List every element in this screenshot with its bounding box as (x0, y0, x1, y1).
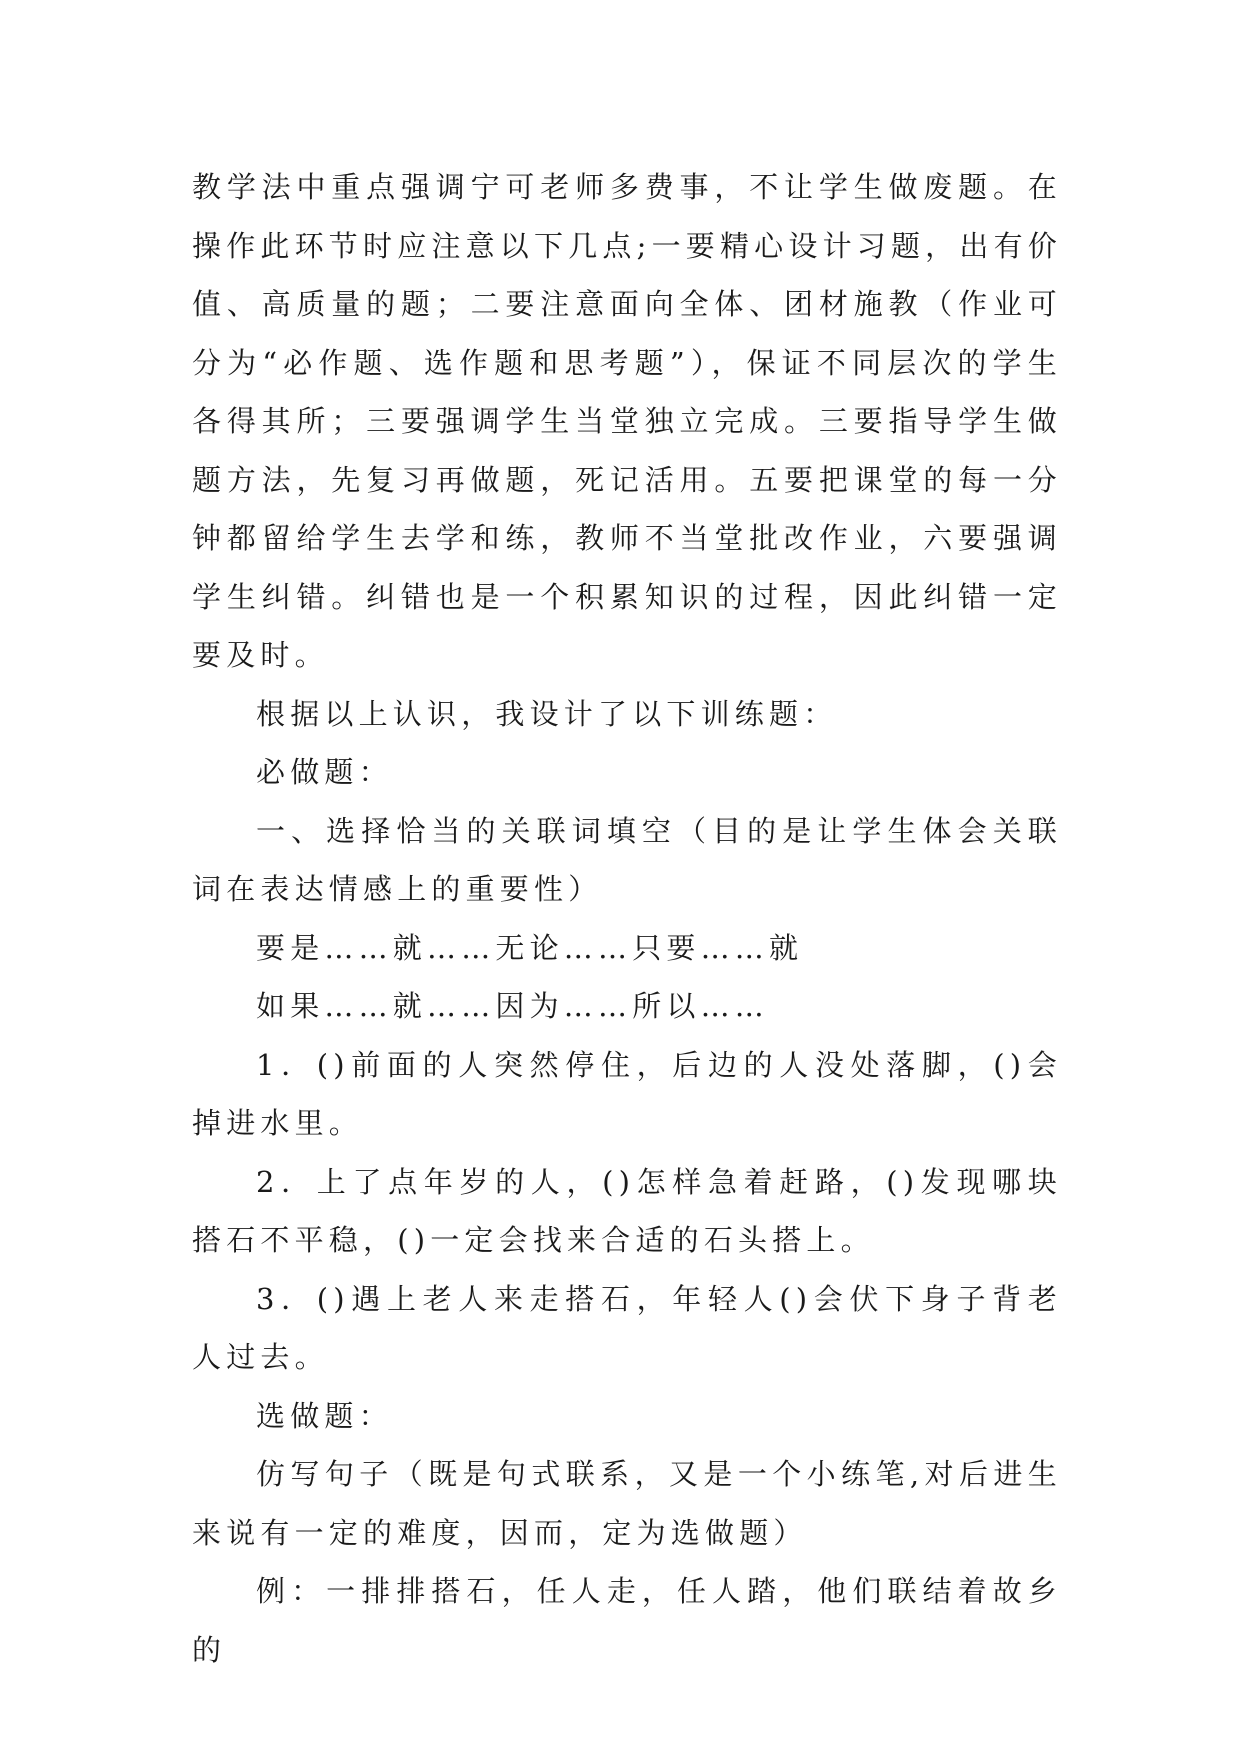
exercise-item-3: 3．()遇上老人来走搭石，年轻人()会伏下身子背老人过去。 (192, 1281, 1062, 1374)
imitation-writing-instruction: 仿写句子（既是句式联系，又是一个小练笔,对后进生来说有一定的难度，因而，定为选做题） (192, 1457, 1062, 1550)
question-one-instruction: 一、选择恰当的关联词填空（目的是让学生体会关联词在表达情感上的重要性） (192, 813, 1062, 906)
paragraph-practice-principles: 教学法中重点强调宁可老师多费事，不让学生做废题。在操作此环节时应注意以下几点;一要精心设计习题，出有价值、高质量的题；二要注意面向全体、团材施教（作业可分为“必作题、选作题和思考题”），保证不同层次的学生各得其所；三要强调学生当堂独立完成。三要指导学生做题方法，先复习再做题，死记活用。五要把课堂的每一分钟都留给学生去学和练，教师不当堂批改作业，六要强调学生纠错。纠错也是一个积累知识的过程，因此纠错一定要及时。 (192, 170, 1062, 672)
exercise-item-1: 1．()前面的人突然停住，后边的人没处落脚，()会掉进水里。 (192, 1047, 1062, 1140)
paragraph-exercise-intro: 根据以上认识，我设计了以下训练题： (256, 696, 838, 731)
document-page (192, 158, 1062, 1679)
exercise-item-2: 2．上了点年岁的人，()怎样急着赶路，()发现哪块搭石不平稳，()一定会找来合适的石头搭上。 (192, 1164, 1062, 1257)
heading-optional-questions: 选做题： (256, 1398, 393, 1433)
heading-required-questions: 必做题： (256, 755, 393, 789)
conjunction-options-line-2: 如果……就……因为……所以…… (256, 989, 770, 1023)
example-sentence: 例：一排排搭石，任人走，任人踏，他们联结着故乡的 (192, 1574, 1062, 1667)
conjunction-options-line-1: 要是……就……无论……只要……就 (256, 930, 804, 965)
